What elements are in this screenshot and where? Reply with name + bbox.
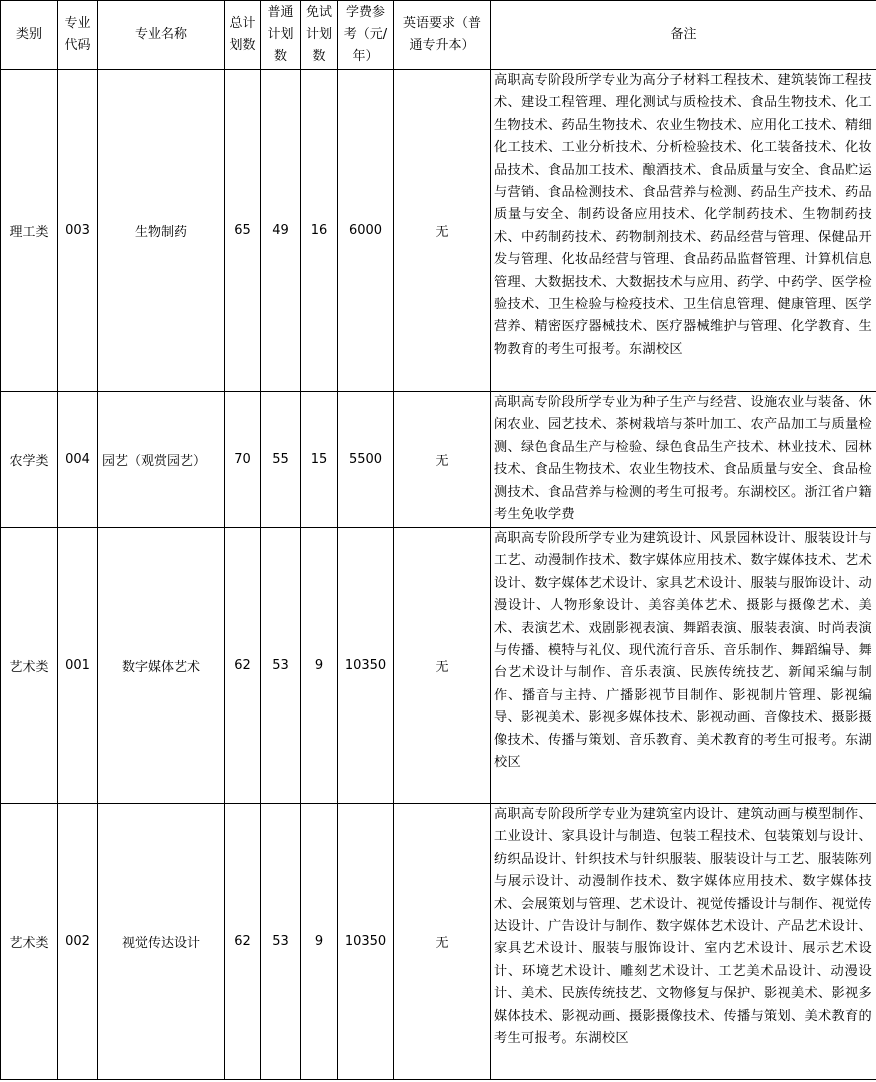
header-row — [1, 1, 876, 70]
table-row — [1, 528, 876, 804]
cell-tuition: 10350 — [338, 528, 394, 804]
cell-category: 农学类 — [1, 392, 58, 528]
cell-general: 49 — [261, 70, 301, 392]
cell-english: 无 — [394, 528, 491, 804]
cell-remarks: 高职高专阶段所学专业为高分子材料工程技术、建筑装饰工程技术、建设工程管理、理化测试与质检技术、食品生物技术、化工生物技术、药品生物技术、农业生物技术、应用化工技术、精细化工技术、工业分析技术、分析检验技术、化工装备技术、化妆品技术、食品加工技术、酿酒技术、食品质量与安全、食品贮运与营销、食品检测技术、食品营养与检测、药品生产技术、药品质量与安全、制药设备应用技术、化学制药技术、生物制药技术、中药制药技术、药物制剂技术、药品经营与管理、保健品开发与管理、化妆品经营与管理、食品药品监督管理、计算机信息管理、大数据技术、大数据技术与应用、药学、中药学、医学检验技术、卫生检验与检疫技术、卫生信息管理、健康管理、医学营养、精密医疗器械技术、医疗器械维护与管理、化学教育、生物教育的考生可报考。东湖校区 — [491, 70, 876, 392]
cell-tuition: 5500 — [338, 392, 394, 528]
cell-tuition: 10350 — [338, 804, 394, 1080]
cell-exempt: 15 — [301, 392, 338, 528]
cell-major: 数字媒体艺术 — [98, 528, 225, 804]
table-row — [1, 392, 876, 528]
header-major: 专业名称 — [98, 1, 225, 70]
header-total: 总计划数 — [225, 1, 261, 70]
cell-total: 70 — [225, 392, 261, 528]
header-general: 普通计划数 — [261, 1, 301, 70]
cell-major: 生物制药 — [98, 70, 225, 392]
cell-code: 001 — [58, 528, 98, 804]
cell-code: 003 — [58, 70, 98, 392]
cell-exempt: 9 — [301, 804, 338, 1080]
cell-code: 002 — [58, 804, 98, 1080]
table-row — [1, 70, 876, 392]
header-code: 专业代码 — [58, 1, 98, 70]
cell-total: 62 — [225, 804, 261, 1080]
cell-general: 53 — [261, 528, 301, 804]
header-remarks: 备注 — [491, 1, 876, 70]
cell-tuition: 6000 — [338, 70, 394, 392]
cell-category: 艺术类 — [1, 528, 58, 804]
cell-remarks: 高职高专阶段所学专业为建筑设计、风景园林设计、服装设计与工艺、动漫制作技术、数字媒体应用技术、数字媒体技术、艺术设计、数字媒体艺术设计、家具艺术设计、服装与服饰设计、动漫设计、人物形象设计、美容美体艺术、摄影与摄像艺术、美术、表演艺术、戏剧影视表演、舞蹈表演、服装表演、时尚表演与传播、模特与礼仪、现代流行音乐、音乐制作、舞蹈编导、舞台艺术设计与制作、音乐表演、民族传统技艺、新闻采编与制作、播音与主持、广播影视节目制作、影视制片管理、影视编导、影视美术、影视多媒体技术、影视动画、音像技术、摄影摄像技术、传播与策划、音乐教育、美术教育的考生可报考。东湖校区 — [491, 528, 876, 804]
cell-remarks: 高职高专阶段所学专业为种子生产与经营、设施农业与装备、休闲农业、园艺技术、茶树栽培与茶叶加工、农产品加工与质量检测、绿色食品生产与检验、绿色食品生产技术、林业技术、园林技术、食品生物技术、农业生物技术、食品质量与安全、食品检测技术、食品营养与检测的考生可报考。东湖校区。浙江省户籍考生免收学费 — [491, 392, 876, 528]
cell-exempt: 9 — [301, 528, 338, 804]
cell-english: 无 — [394, 804, 491, 1080]
cell-exempt: 16 — [301, 70, 338, 392]
header-english: 英语要求（普通专升本） — [394, 1, 491, 70]
header-exempt: 免试计划数 — [301, 1, 338, 70]
cell-total: 65 — [225, 70, 261, 392]
cell-major: 园艺（观赏园艺） — [98, 392, 225, 528]
table-row — [1, 804, 876, 1080]
cell-english: 无 — [394, 392, 491, 528]
cell-category: 理工类 — [1, 70, 58, 392]
cell-total: 62 — [225, 528, 261, 804]
header-tuition: 学费参考（元/年） — [338, 1, 394, 70]
header-category: 类别 — [1, 1, 58, 70]
cell-remarks: 高职高专阶段所学专业为建筑室内设计、建筑动画与模型制作、工业设计、家具设计与制造、包装工程技术、包装策划与设计、纺织品设计、针织技术与针织服装、服装设计与工艺、服装陈列与展示设计、动漫制作技术、数字媒体应用技术、数字媒体技术、会展策划与管理、艺术设计、视觉传播设计与制作、视觉传达设计、广告设计与制作、数字媒体艺术设计、产品艺术设计、家具艺术设计、服装与服饰设计、室内艺术设计、展示艺术设计、环境艺术设计、雕刻艺术设计、工艺美术品设计、动漫设计、美术、民族传统技艺、文物修复与保护、影视美术、影视多媒体技术、影视动画、摄影摄像技术、传播与策划、美术教育的考生可报考。东湖校区 — [491, 804, 876, 1080]
cell-major: 视觉传达设计 — [98, 804, 225, 1080]
cell-category: 艺术类 — [1, 804, 58, 1080]
cell-code: 004 — [58, 392, 98, 528]
cell-general: 55 — [261, 392, 301, 528]
cell-english: 无 — [394, 70, 491, 392]
cell-general: 53 — [261, 804, 301, 1080]
